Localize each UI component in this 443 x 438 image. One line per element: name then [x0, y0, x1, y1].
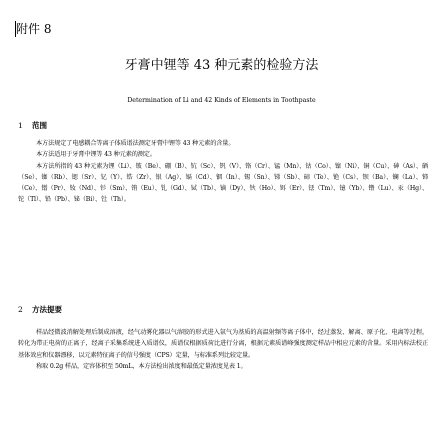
- section-title: 方法提要: [32, 305, 62, 314]
- section-heading-scope: [18, 121, 47, 131]
- paragraph: 本方法适用于牙膏中锂等 43 种元素的测定。: [36, 151, 156, 159]
- section-number: 1: [18, 121, 23, 130]
- paragraph: 称取 0.2g 样品，定容体积至 50mL，本方法检出浓度和最低定量浓度见表 1。: [36, 362, 247, 370]
- document-subtitle: Determination of Li and 42 Kinds of Elements in Toothpaste: [127, 97, 316, 104]
- appendix-label: 附件 8: [16, 22, 52, 36]
- section-number: 2: [18, 305, 23, 314]
- section-heading-method: [18, 305, 62, 315]
- paragraph: 本方法规定了电感耦合等离子体质谱法测定牙膏中锂等 43 种元素的含量。: [36, 140, 235, 147]
- paragraph: 样品经微波消解处理后制成溶液，经气动雾化器以气溶胶的形式进入氩气为基质的高温射频等离子体中，经过蒸发、解离、原子化、电离等过程，转化为带正电荷的正离子，经离子采集系统进入质谱仪，质谱仪根据质荷比进行分离，根据元素质谱峰强度测定样品中相应元素的含量。采用内标法校正基体效应和仪器漂移，以元素特征离子的信号强度（CPS）定量，与标准系列比较定量。: [18, 329, 428, 359]
- section-body-scope: [18, 138, 428, 206]
- section-body-method: [18, 327, 428, 372]
- document-title: 牙膏中锂等 43 种元素的检验方法: [124, 58, 319, 73]
- section-title: 范围: [32, 121, 47, 130]
- paragraph: 本方法所指的 43 种元素为锂（Li）、铍（Be）、硼（B）、钪（Sc）、钒（V）、铬（Cr）、锰（Mn）、钴（Co）、镍（Ni）、铜（Cu）、砷（As）、硒（Se）、铷（Rb）、锶（Sr）、钇（Y）、锆（Zr）、银（Ag）、镉（Cd）、铟（In）、锡（Sn）、锑（Sb）、碲（Te）、铯（Cs）、钡（Ba）、镧（La）、铈（Ce）、镨（Pr）、钕（Nd）、钐（Sm）、铕（Eu）、钆（Gd）、铽（Tb）、镝（Dy）、钬（Ho）、铒（Er）、铥（Tm）、镱（Yb）、镥（Lu）、汞（Hg）、铊（Tl）、铅（Pb）、铋（Bi）、钍（Th）。: [18, 162, 428, 204]
